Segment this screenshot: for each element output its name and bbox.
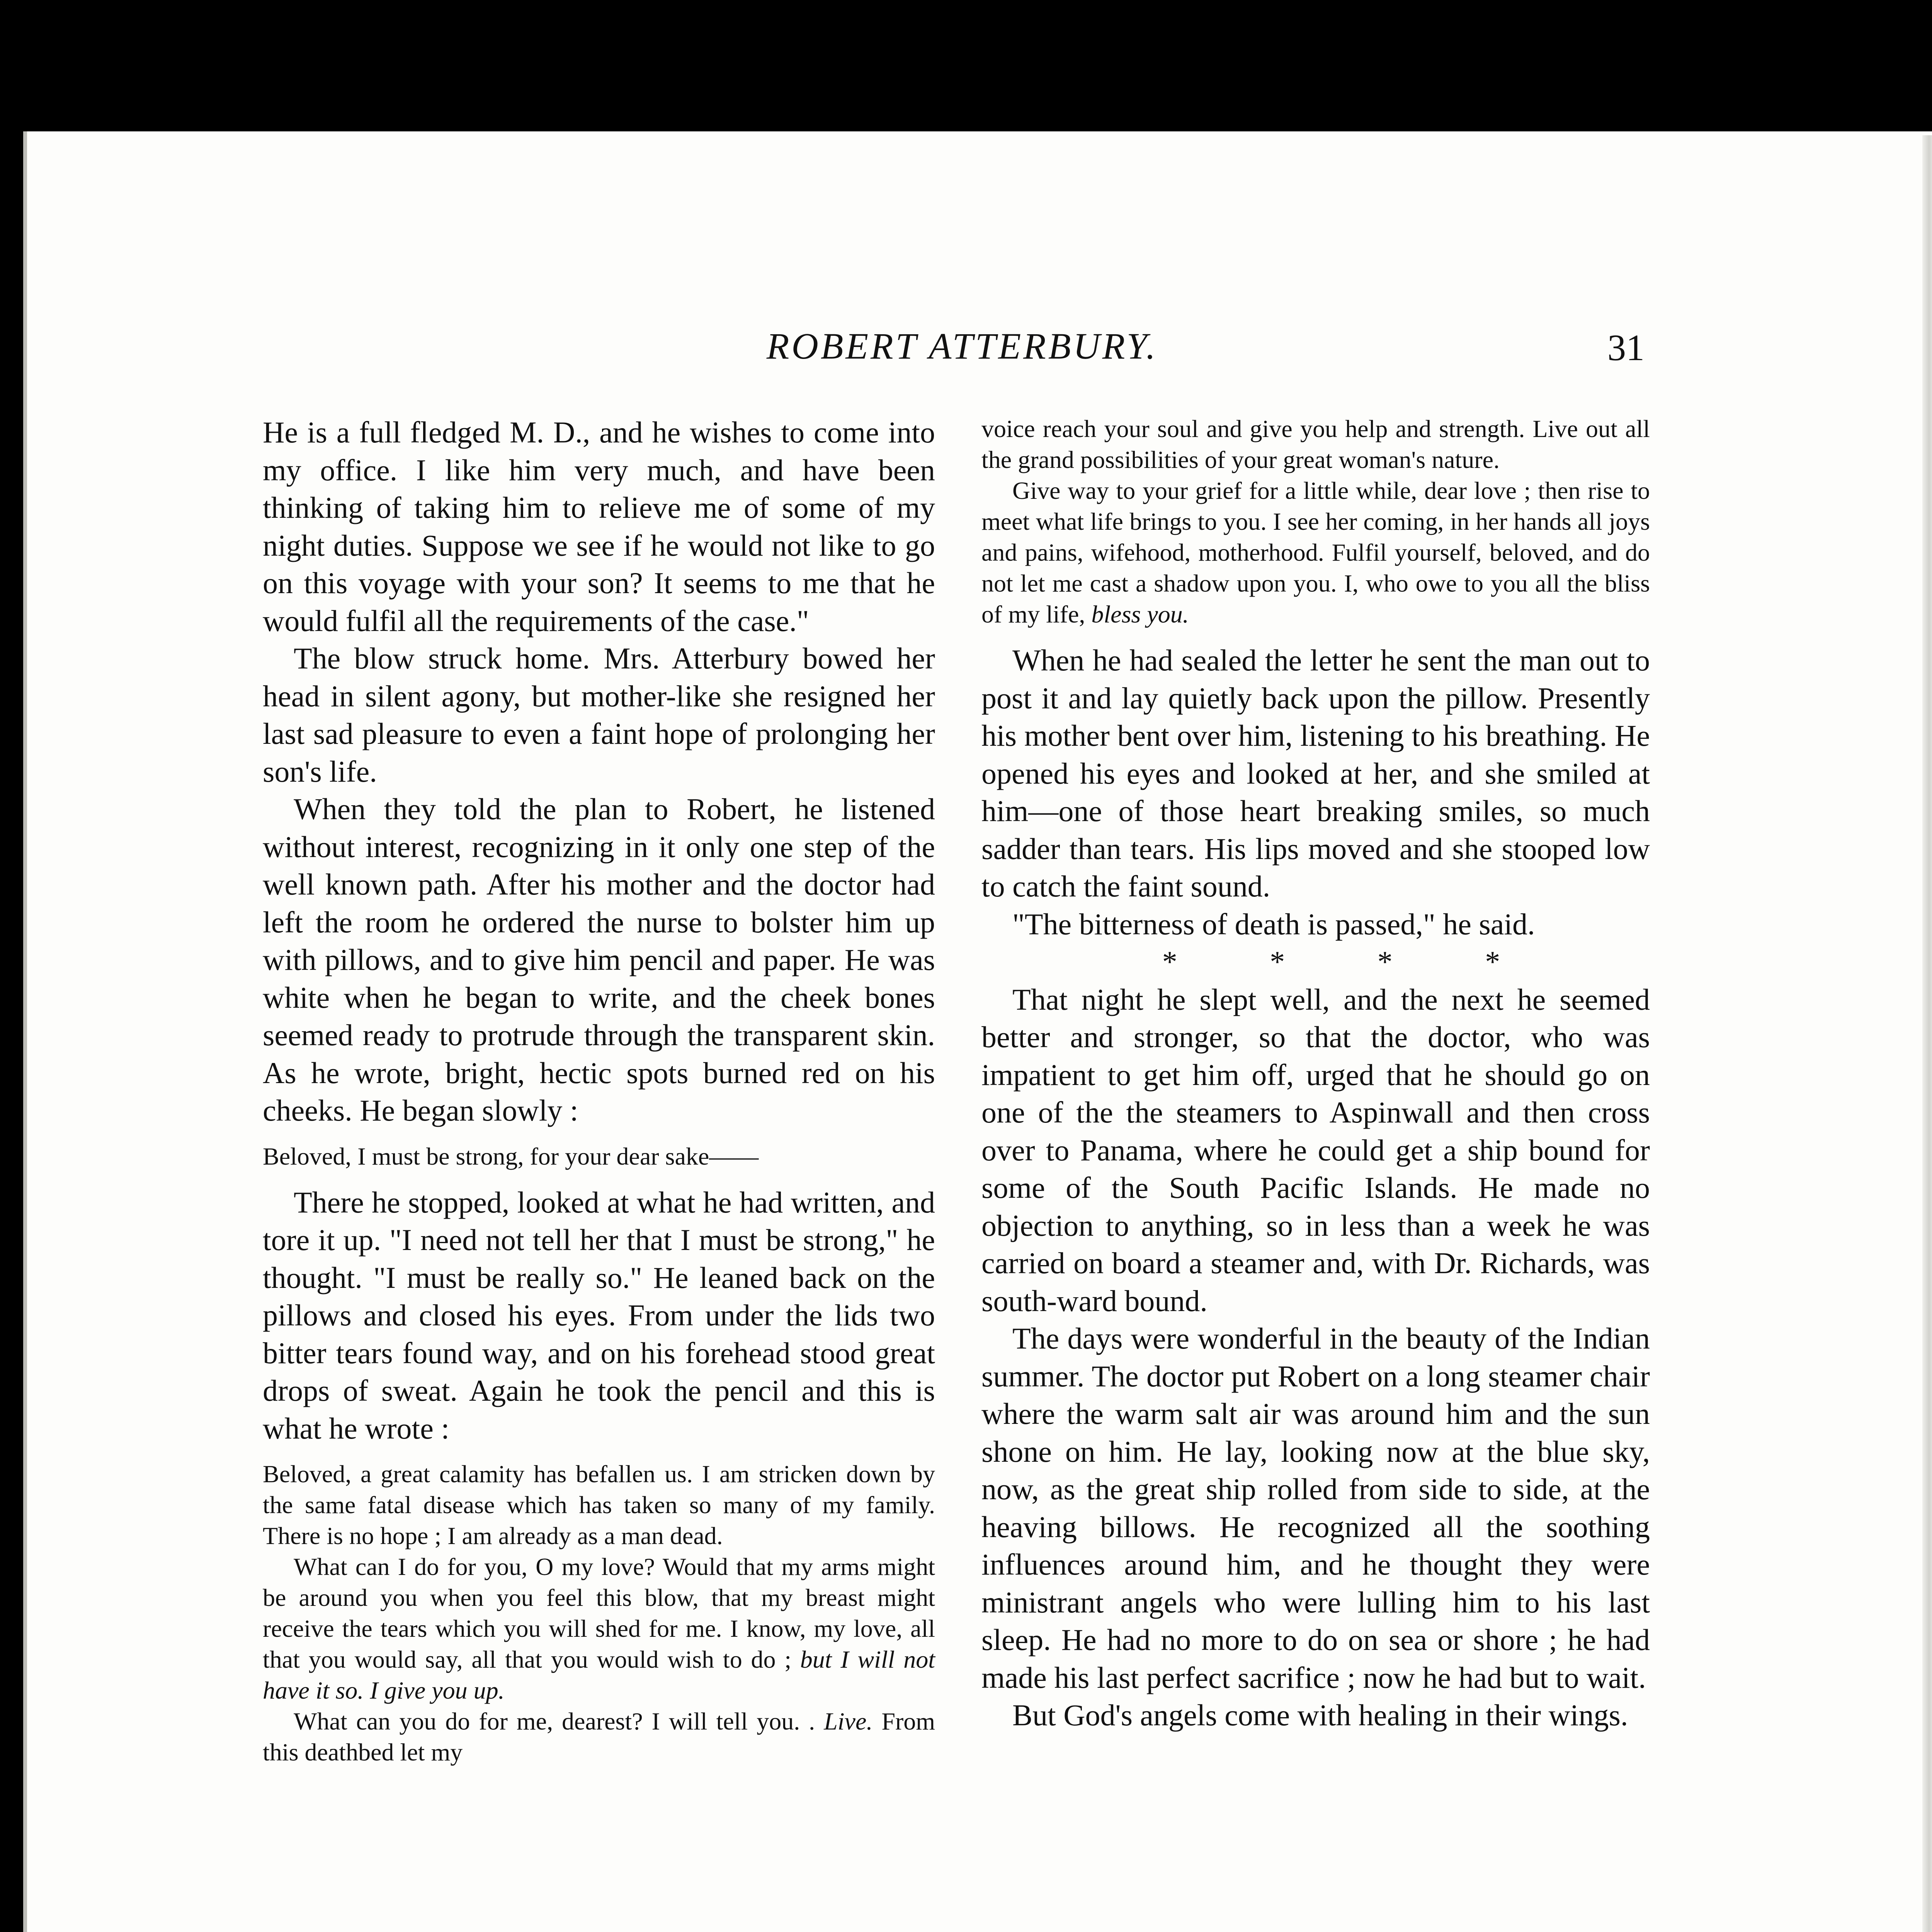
paragraph: He is a full fledged M. D., and he wishes to come into my office. I like him very much, and have been thinking of taking him to relieve me of some of my night duties. Suppose we see if he would not like to go on this voyage with your son? It seems to me that he would fulfil all the requirements of the case." [263, 415, 935, 638]
left-column [263, 413, 935, 1768]
page-edge [1922, 135, 1932, 1932]
letter-text: Give way to your grief for a little while, dear love ; then rise to meet what life brings to you. I see her coming, in her hands all joys and pains, wifehood, motherhood. Fulfil yourself, beloved, and do not let me cast a shadow upon you. I, who owe to you all the bliss of my life, [981, 477, 1650, 628]
right-column [981, 413, 1650, 1734]
page-number: 31 [1607, 327, 1645, 368]
letter-text: From this deathbed let my [263, 1708, 935, 1766]
letter-text: What can you do for me, dearest? I will tell you. . [294, 1708, 815, 1735]
letter-paragraph: voice reach your soul and give you help and strength. Live out all the grand possibilities of your great woman's nature. [981, 415, 1650, 473]
paragraph: But God's angels come with healing in their wings. [1012, 1698, 1628, 1732]
paragraph: When he had sealed the letter he sent the man out to post it and lay quietly back upon the pillow. Presently his mother bent over him, listening to his breathing. He opened his eyes and looked at her, and she smiled at him—one of those heart breaking smiles, so much sadder than tears. His lips moved and she stooped low to catch the faint sound. [981, 643, 1650, 903]
letter-italic-text: Live. [824, 1708, 873, 1735]
paragraph: "The bitterness of death is passed," he said. [1012, 907, 1535, 941]
paragraph: The days were wonderful in the beauty of the Indian summer. The doctor put Robert on a long steamer chair where the warm salt air was around him and the sun shone on him. He lay, looking now at the blue sky, now, as the great ship rolled from side to side, at the heaving billows. He recognized all the soothing influences around him, and he thought they were ministrant angels who were lulling him to his last sleep. He had no more to do on sea or shore ; he had made his last perfect sacrifice ; now he had but to wait. [981, 1321, 1650, 1694]
paragraph: When they told the plan to Robert, he listened without interest, recognizing in it only one step of the well known path. After his mother and the doctor had left the room he ordered the nurse to bolster him up with pillows, and to give him pencil and paper. He was white when he began to write, and the cheek bones seemed ready to protrude through the transparent skin. As he wrote, bright, hectic spots burned red on his cheeks. He began slowly : [263, 792, 935, 1127]
letter-fragment: Beloved, I must be strong, for your dear sake—— [263, 1142, 759, 1170]
letter-paragraph [263, 1551, 935, 1706]
paragraph: The blow struck home. Mrs. Atterbury bowed her head in silent agony, but mother-like she resigned her last sad pleasure to even a faint hope of prolonging her son's life. [263, 641, 935, 788]
running-head: ROBERT ATTERBURY. [766, 325, 1158, 367]
letter-paragraph [263, 1706, 935, 1768]
letter-italic-text: bless you. [1091, 600, 1189, 628]
letter-text: What can I do for you, O my love? Would that my arms might be around you when you feel this blow, that my breast might receive the tears which you will shed for me. I know, my love, all that you would say, all that you would wish to do ; [263, 1553, 935, 1673]
letter-italic-text: but I will not have it so. I give you up. [263, 1646, 935, 1704]
section-break: * * * * [1162, 945, 1543, 978]
letter-paragraph: Beloved, a great calamity has befallen us. I am stricken down by the same fatal disease which has taken so many of my family. There is no hope ; I am already as a man dead. [263, 1460, 935, 1549]
paragraph: There he stopped, looked at what he had written, and tore it up. "I need not tell her that I must be strong," he thought. "I must be really so." He leaned back on the pillows and closed his eyes. From under the lids two bitter tears found way, and on his forehead stood great drops of sweat. Again he took the pencil and this is what he wrote : [263, 1185, 935, 1445]
paragraph: That night he slept well, and the next he seemed better and stronger, so that the doctor, who was impatient to get him off, urged that he should go on one of the the steamers to Aspinwall and then cross over to Panama, where he could get a ship bound for some of the South Pacific Islands. He made no objection to anything, so in less than a week he was carried on board a steamer and, with Dr. Richards, was south-ward bound. [981, 982, 1650, 1318]
letter-paragraph [981, 475, 1650, 630]
